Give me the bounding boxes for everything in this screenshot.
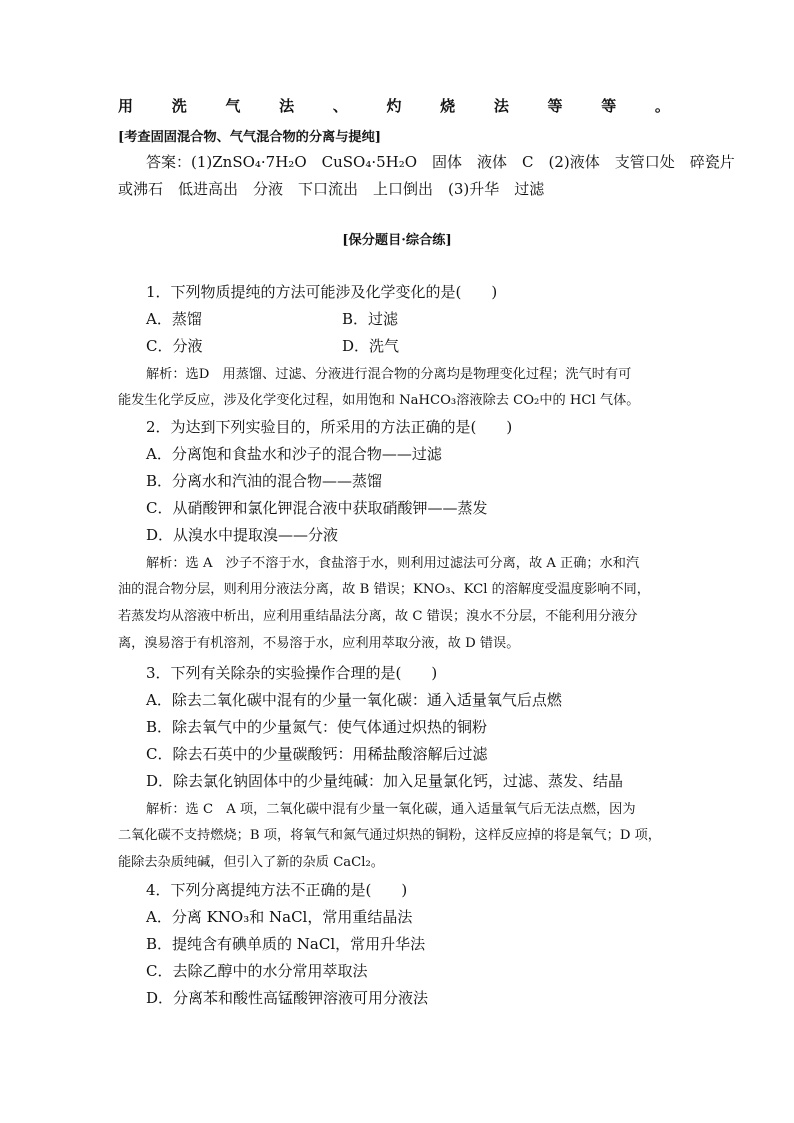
analysis-line: 若蒸发均从溶液中析出，应利用重结晶法分离，故 C 错误；溴水不分层，不能利用分液分 bbox=[118, 609, 638, 624]
focus-tag: [考查固固混合物、气气混合物的分离与提纯] bbox=[118, 130, 382, 145]
option-c: C．去除乙醇中的水分常用萃取法 bbox=[146, 962, 368, 980]
option-d: D．分离苯和酸性高锰酸钾溶液可用分液法 bbox=[146, 989, 429, 1007]
analysis-line: 二氧化碳不支持燃烧；B 项，将氧气和氮气通过炽热的铜粉，这样反应掉的将是氧气；D 项， bbox=[118, 828, 661, 843]
section-title: [保分题目·综合练] bbox=[342, 233, 452, 248]
option-d: D．从溴水中提取溴——分液 bbox=[146, 526, 339, 544]
analysis-line: 油的混合物分层，则利用分液法分离，故 B 错误；KNO₃、KCl 的溶解度受温度影响不同， bbox=[118, 582, 650, 597]
option-a: A．除去二氧化碳中混有的少量一氧化碳：通入适量氧气后点燃 bbox=[146, 691, 562, 709]
spread-char: 灼 bbox=[386, 97, 402, 115]
option-b: B．分离水和汽油的混合物——蒸馏 bbox=[146, 472, 383, 490]
question-stem: 4．下列分离提纯方法不正确的是( ) bbox=[146, 881, 408, 899]
question-stem: 3．下列有关除杂的实验操作合理的是( ) bbox=[146, 664, 438, 682]
option-a: A．分离饱和食盐水和沙子的混合物——过滤 bbox=[146, 445, 442, 463]
option-d: D．洗气 bbox=[342, 337, 400, 355]
option-c: C．从硝酸钾和氯化钾混合液中获取硝酸钾——蒸发 bbox=[146, 499, 488, 517]
spread-char: 等 bbox=[601, 97, 617, 115]
analysis-line: 解析：选 C A 项，二氧化碳中混有少量一氧化碳，通入适量氧气后无法点燃，因为 bbox=[146, 802, 636, 817]
spread-char: 。 bbox=[654, 97, 670, 115]
spread-char: 、 bbox=[332, 97, 348, 115]
intro-spread-line bbox=[118, 95, 670, 116]
analysis-line: 能除去杂质纯碱，但引入了新的杂质 CaCl₂。 bbox=[118, 855, 384, 870]
analysis-line: 能发生化学反应，涉及化学变化过程，如用饱和 NaHCO₃溶液除去 CO₂中的 HCl 气体。 bbox=[118, 393, 640, 408]
spread-char: 用 bbox=[118, 97, 134, 115]
spread-char: 烧 bbox=[440, 97, 456, 115]
option-b: B．提纯含有碘单质的 NaCl，常用升华法 bbox=[146, 935, 426, 953]
analysis-line: 解析：选D 用蒸馏、过滤、分液进行混合物的分离均是物理变化过程；洗气时有可 bbox=[146, 367, 632, 382]
spread-char: 法 bbox=[493, 97, 509, 115]
option-c: C．分液 bbox=[146, 337, 203, 355]
option-row bbox=[146, 335, 706, 356]
option-row bbox=[146, 308, 706, 329]
answer-line: 或沸石 低进高出 分液 下口流出 上口倒出 (3)升华 过滤 bbox=[118, 180, 545, 198]
spread-char: 气 bbox=[225, 97, 241, 115]
analysis-line: 解析：选 A 沙子不溶于水，食盐溶于水，则利用过滤法可分离，故 A 正确；水和汽 bbox=[146, 556, 640, 571]
option-d: D．除去氯化钠固体中的少量纯碱：加入足量氯化钙，过滤、蒸发、结晶 bbox=[146, 772, 624, 790]
question-stem: 1．下列物质提纯的方法可能涉及化学变化的是( ) bbox=[146, 283, 498, 301]
spread-char: 等 bbox=[547, 97, 563, 115]
answer-line: 答案：(1)ZnSO₄·7H₂O CuSO₄·5H₂O 固体 液体 C (2)液体 支管口处 碎瓷片 bbox=[146, 153, 735, 171]
option-b: B．除去氧气中的少量氮气：使气体通过炽热的铜粉 bbox=[146, 718, 488, 736]
option-a: A．蒸馏 bbox=[146, 310, 202, 328]
analysis-line: 离，溴易溶于有机溶剂，不易溶于水，应利用萃取分液，故 D 错误。 bbox=[118, 636, 520, 651]
question-stem: 2．为达到下列实验目的，所采用的方法正确的是( ) bbox=[146, 418, 513, 436]
spread-char: 法 bbox=[279, 97, 295, 115]
option-a: A．分离 KNO₃和 NaCl，常用重结晶法 bbox=[146, 908, 413, 926]
option-b: B．过滤 bbox=[342, 310, 399, 328]
spread-char: 洗 bbox=[171, 97, 187, 115]
option-c: C．除去石英中的少量碳酸钙：用稀盐酸溶解后过滤 bbox=[146, 745, 488, 763]
